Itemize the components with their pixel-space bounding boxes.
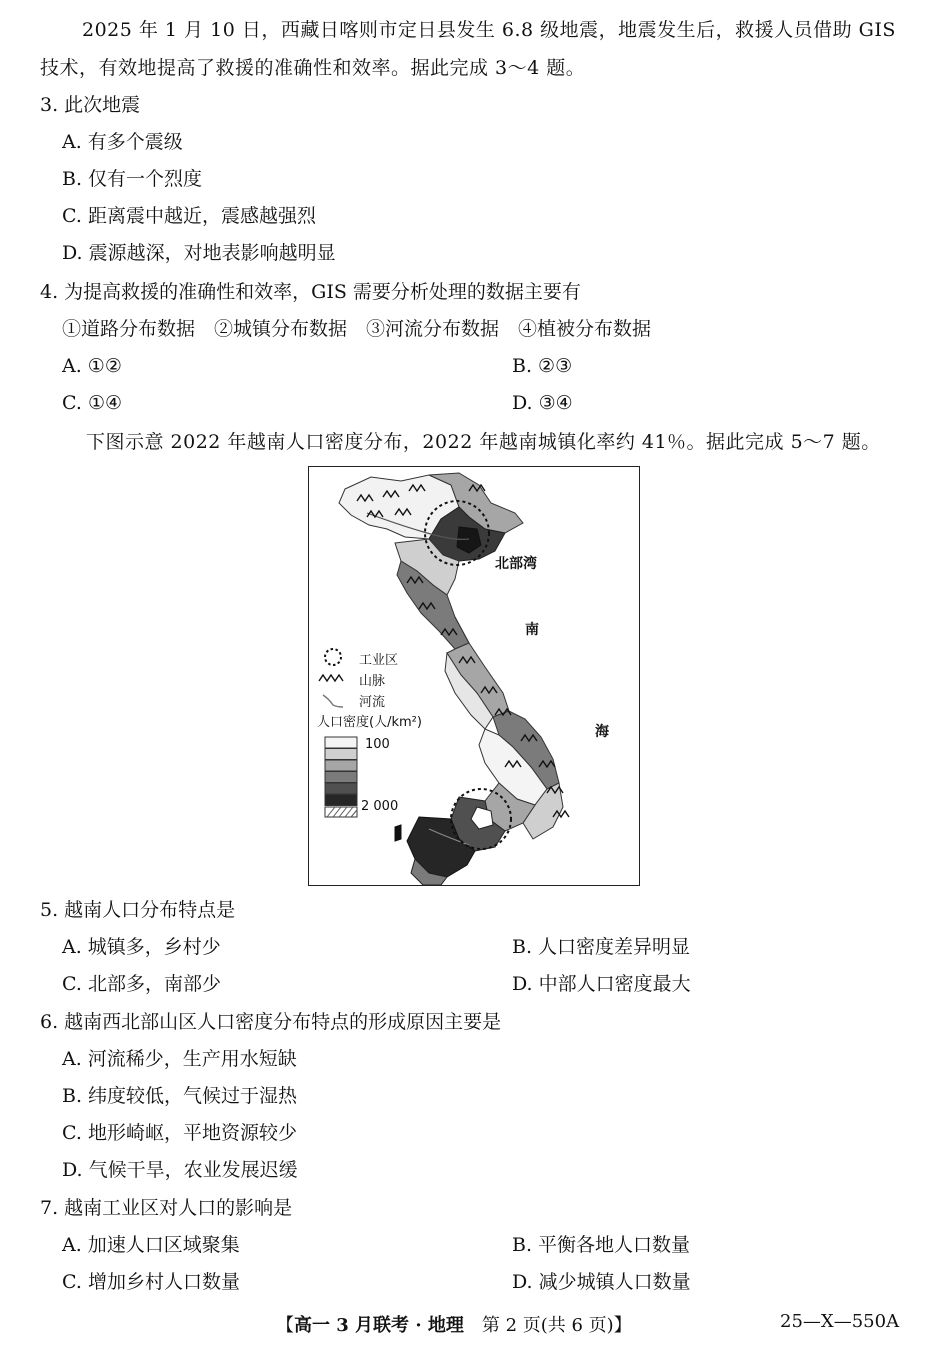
question-6-option-d: D. 气候干旱，农业发展迟缓	[62, 1159, 298, 1181]
question-5-option-b: B. 人口密度差异明显	[512, 936, 691, 958]
question-5-option-c: C. 北部多，南部少	[62, 973, 221, 995]
question-4-option-d: D. ③④	[512, 392, 573, 414]
question-5-option-a: A. 城镇多，乡村少	[62, 936, 221, 958]
legend-river-symbol	[323, 695, 343, 707]
footer-page-number: 第 2 页(共 6 页)	[481, 1315, 614, 1336]
footer-code: 25—X—550A	[780, 1311, 900, 1332]
legend-density-title: 人口密度(人/km²)	[317, 715, 422, 730]
intro-text-line-2: 技术，有效地提高了救援的准确性和效率。据此完成 3～4 题。	[40, 57, 586, 79]
legend-density-max: 2 000	[361, 799, 399, 814]
question-3-stem: 3. 此次地震	[40, 94, 141, 116]
question-6-option-a: A. 河流稀少，生产用水短缺	[62, 1048, 297, 1070]
legend-industrial-label: 工业区	[359, 653, 399, 668]
legend-swatch-6	[325, 795, 357, 806]
question-6-stem: 6. 越南西北部山区人口密度分布特点的形成原因主要是	[40, 1011, 502, 1033]
label-south-sea-1: 南	[525, 622, 539, 638]
label-south-sea-2: 海	[595, 724, 609, 740]
question-7-stem: 7. 越南工业区对人口的影响是	[40, 1197, 293, 1219]
legend-mountain-label: 山脉	[359, 674, 386, 689]
question-4-option-a: A. ①②	[62, 355, 122, 377]
label-gulf-of-tonkin: 北部湾	[495, 556, 537, 572]
question-3-option-b: B. 仅有一个烈度	[62, 168, 203, 190]
question-6-option-b: B. 纬度较低，气候过于湿热	[62, 1085, 298, 1107]
footer-exam-info	[276, 1311, 632, 1337]
question-6-option-c: C. 地形崎岖，平地资源较少	[62, 1122, 297, 1144]
legend-swatch-5	[325, 783, 357, 794]
vietnam-population-density-map	[308, 466, 640, 886]
legend-swatch-2	[325, 749, 357, 760]
question-7-option-c: C. 增加乡村人口数量	[62, 1271, 240, 1293]
question-7-option-b: B. 平衡各地人口数量	[512, 1234, 691, 1256]
intro-text-2: 下图示意 2022 年越南人口密度分布，2022 年越南城镇化率约 41％。据此完成 5～7 题。	[86, 431, 881, 453]
question-4-option-b: B. ②③	[512, 355, 573, 377]
legend-density-min: 100	[365, 737, 390, 752]
question-7-option-d: D. 减少城镇人口数量	[512, 1271, 691, 1293]
legend-density-swatches	[325, 737, 357, 806]
legend-industrial-symbol	[325, 649, 341, 665]
legend-swatch-4	[325, 772, 357, 783]
question-5-option-d: D. 中部人口密度最大	[512, 973, 691, 995]
intro-text-line-1: 2025 年 1 月 10 日，西藏日喀则市定日县发生 6.8 级地震，地震发生后，救援人员借助 GIS	[82, 19, 896, 41]
question-7-option-a: A. 加速人口区域聚集	[62, 1234, 240, 1256]
legend-river-label: 河流	[359, 695, 386, 710]
island	[395, 825, 401, 841]
question-3-option-d: D. 震源越深，对地表影响越明显	[62, 242, 336, 264]
footer-bracket-open: 【	[276, 1315, 294, 1336]
question-3-option-a: A. 有多个震级	[62, 131, 183, 153]
footer-exam-title: 高一 3 月联考 · 地理	[294, 1315, 464, 1336]
question-4-stem: 4. 为提高救援的准确性和效率，GIS 需要分析处理的数据主要有	[40, 281, 581, 303]
question-3-option-c: C. 距离震中越近，震感越强烈	[62, 205, 316, 227]
legend-swatch-3	[325, 760, 357, 771]
question-4-items: ①道路分布数据 ②城镇分布数据 ③河流分布数据 ④植被分布数据	[62, 318, 652, 340]
footer-bracket-close: 】	[613, 1315, 632, 1336]
question-5-stem: 5. 越南人口分布特点是	[40, 899, 236, 921]
legend-swatch-1	[325, 737, 357, 748]
legend-mountain-symbol	[319, 675, 343, 681]
question-4-option-c: C. ①④	[62, 392, 123, 414]
